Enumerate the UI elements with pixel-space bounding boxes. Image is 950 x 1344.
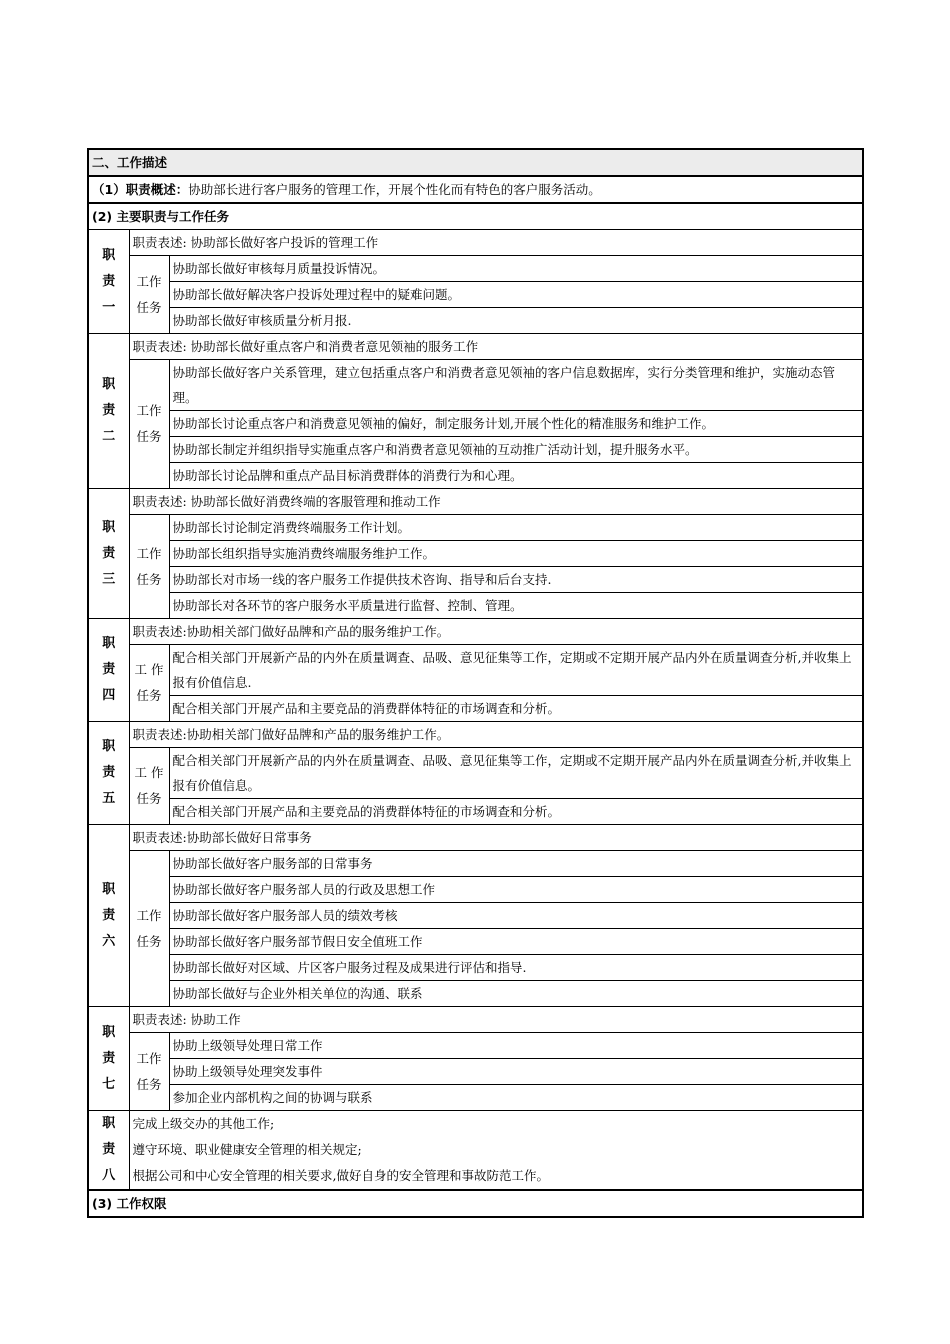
task-label (129, 1033, 169, 1111)
duty-label-char: 职 (102, 247, 116, 263)
task-row (88, 955, 863, 981)
task-item: 配合相关部门开展产品和主要竞品的消费群体特征的市场调查和分析。 (169, 696, 863, 722)
duty-label-char: 责 (102, 1142, 116, 1157)
task-row (88, 851, 863, 877)
duty-overview-row (88, 176, 863, 203)
job-description-table (87, 148, 864, 1218)
duty-statement-row (88, 619, 863, 645)
task-row (88, 593, 863, 619)
duty-overview-text: 协助部长进行客户服务的管理工作，开展个性化而有特色的客户服务活动。 (188, 182, 601, 197)
duty8-line: 根据公司和中心安全管理的相关要求,做好自身的安全管理和事故防范工作。 (132, 1168, 549, 1183)
duty-statement-row (88, 230, 863, 256)
task-row (88, 877, 863, 903)
task-label-text: 工 作 (134, 662, 164, 677)
authority-title: (3) 工作权限 (88, 1190, 863, 1217)
task-label (129, 851, 169, 1007)
authority-title-row (88, 1190, 863, 1217)
duty-statement: 职责表述:协助部长做好日常事务 (129, 825, 863, 851)
duty-label-char: 职 (102, 519, 116, 535)
section-title: 二、工作描述 (88, 149, 863, 176)
task-item: 协助部长做好客户服务部节假日安全值班工作 (169, 929, 863, 955)
duty-label-char: 责 (102, 765, 116, 780)
task-label (129, 748, 169, 825)
duty-label-char: 八 (102, 1168, 116, 1183)
duty-statement: 职责表述: 协助工作 (129, 1007, 863, 1033)
section-title-row (88, 149, 863, 176)
task-label-text: 任务 (136, 791, 162, 806)
duty-statement-row (88, 334, 863, 360)
task-label-text: 任务 (136, 933, 162, 949)
task-item: 协助部长讨论品牌和重点产品目标消费群体的消费行为和心理。 (169, 463, 863, 489)
duty-label-char: 四 (102, 688, 116, 703)
duty-label (88, 230, 129, 334)
task-row (88, 515, 863, 541)
task-label (129, 645, 169, 722)
task-row (88, 696, 863, 722)
task-label (129, 360, 169, 489)
duty-label-char: 职 (102, 636, 116, 651)
task-label-text: 任务 (136, 688, 162, 703)
duty-overview (88, 176, 863, 203)
task-label-text: 工作 (136, 907, 162, 923)
duty-label-char: 责 (102, 907, 116, 923)
task-label-text: 工作 (136, 1050, 162, 1066)
task-row (88, 903, 863, 929)
duty-label (88, 1007, 129, 1111)
duty-statement: 职责表述: 协助部长做好消费终端的客服管理和推动工作 (129, 489, 863, 515)
task-label-text: 工 作 (134, 765, 164, 780)
duty-overview-label: （1）职责概述： (92, 182, 189, 197)
duty-statement: 职责表述:协助相关部门做好品牌和产品的服务维护工作。 (129, 722, 863, 748)
duty-label-char: 职 (102, 377, 116, 392)
task-item: 协助部长做好解决客户投诉处理过程中的疑难问题。 (169, 282, 863, 308)
task-item: 协助部长做好客户服务部人员的行政及思想工作 (169, 877, 863, 903)
task-label-text: 工作 (136, 403, 162, 418)
duty-label-char: 三 (102, 571, 116, 587)
task-item: 协助部长做好与企业外相关单位的沟通、联系 (169, 981, 863, 1007)
task-row (88, 282, 863, 308)
duty-label-char: 七 (102, 1076, 116, 1092)
duty-label-char: 责 (102, 403, 116, 418)
duty-label-char: 六 (102, 933, 116, 949)
duty-label-char: 责 (102, 662, 116, 677)
duty-label-char: 职 (102, 1116, 116, 1131)
duty8-row (88, 1111, 863, 1191)
duty8-line: 完成上级交办的其他工作; (132, 1116, 275, 1131)
task-row (88, 360, 863, 411)
task-item: 协助部长对市场一线的客户服务工作提供技术咨询、指导和后台支持. (169, 567, 863, 593)
task-label-text: 任务 (136, 429, 162, 444)
duty-label-char: 职 (102, 881, 116, 897)
task-label-text: 工作 (136, 273, 162, 289)
task-row (88, 411, 863, 437)
task-item: 配合相关部门开展新产品的内外在质量调查、品吸、意见征集等工作，定期或不定期开展产品内外在质量调查分析,并收集上报有价值信息. (169, 645, 863, 696)
duty-label (88, 825, 129, 1007)
task-item: 协助上级领导处理突发事件 (169, 1059, 863, 1085)
duty-statement: 职责表述: 协助部长做好客户投诉的管理工作 (129, 230, 863, 256)
duty-statement: 职责表述: 协助部长做好重点客户和消费者意见领袖的服务工作 (129, 334, 863, 360)
duty-label-char: 二 (102, 429, 116, 444)
duty-label-char: 责 (102, 1050, 116, 1066)
task-item: 协助上级领导处理日常工作 (169, 1033, 863, 1059)
main-duties-title-row (88, 203, 863, 230)
duty-statement-row (88, 1007, 863, 1033)
task-label-text: 任务 (136, 571, 162, 587)
duty-label-char: 责 (102, 273, 116, 289)
duty-statement: 职责表述:协助相关部门做好品牌和产品的服务维护工作。 (129, 619, 863, 645)
task-item: 协助部长做好客户关系管理，建立包括重点客户和消费者意见领袖的客户信息数据库，实行分类管理和维护，实施动态管理。 (169, 360, 863, 411)
duty-label-char: 五 (102, 791, 116, 806)
task-label-text: 任务 (136, 1076, 162, 1092)
job-description-document (87, 148, 862, 1218)
task-label-text: 任务 (136, 299, 162, 315)
duty-statement-row (88, 825, 863, 851)
task-item: 协助部长做好审核质量分析月报. (169, 308, 863, 334)
task-row (88, 1059, 863, 1085)
task-label (129, 256, 169, 334)
duty8-content (129, 1111, 863, 1191)
duty-label-char: 一 (102, 299, 116, 315)
task-item: 配合相关部门开展产品和主要竞品的消费群体特征的市场调查和分析。 (169, 799, 863, 825)
task-row (88, 929, 863, 955)
duty-label (88, 619, 129, 722)
duty-label-char: 职 (102, 739, 116, 754)
duty-label-char: 责 (102, 545, 116, 561)
task-item: 协助部长做好对区域、片区客户服务过程及成果进行评估和指导. (169, 955, 863, 981)
task-row (88, 567, 863, 593)
duty-statement-row (88, 489, 863, 515)
task-row (88, 463, 863, 489)
task-item: 协助部长制定并组织指导实施重点客户和消费者意见领袖的互动推广活动计划，提升服务水平。 (169, 437, 863, 463)
duty8-line: 遵守环境、职业健康安全管理的相关规定; (132, 1142, 362, 1157)
task-item: 协助部长讨论制定消费终端服务工作计划。 (169, 515, 863, 541)
task-row (88, 541, 863, 567)
task-row (88, 645, 863, 696)
task-row (88, 1085, 863, 1111)
task-label-text: 工作 (136, 545, 162, 561)
task-row (88, 308, 863, 334)
task-row (88, 748, 863, 799)
task-row (88, 437, 863, 463)
duty-label (88, 489, 129, 619)
task-row (88, 1033, 863, 1059)
task-item: 协助部长做好审核每月质量投诉情况。 (169, 256, 863, 282)
duty-label (88, 1111, 129, 1191)
duty-label-char: 职 (102, 1024, 116, 1040)
task-item: 协助部长组织指导实施消费终端服务维护工作。 (169, 541, 863, 567)
task-item: 配合相关部门开展新产品的内外在质量调查、品吸、意见征集等工作，定期或不定期开展产品内外在质量调查分析,并收集上报有价值信息。 (169, 748, 863, 799)
task-row (88, 256, 863, 282)
task-row (88, 981, 863, 1007)
task-item: 协助部长讨论重点客户和消费意见领袖的偏好，制定服务计划,开展个性化的精准服务和维护工作。 (169, 411, 863, 437)
duty-label (88, 722, 129, 825)
duty-label (88, 334, 129, 489)
main-duties-title: (2) 主要职责与工作任务 (88, 203, 863, 230)
task-item: 参加企业内部机构之间的协调与联系 (169, 1085, 863, 1111)
task-item: 协助部长对各环节的客户服务水平质量进行监督、控制、管理。 (169, 593, 863, 619)
task-row (88, 799, 863, 825)
task-item: 协助部长做好客户服务部的日常事务 (169, 851, 863, 877)
task-label (129, 515, 169, 619)
duty-statement-row (88, 722, 863, 748)
task-item: 协助部长做好客户服务部人员的绩效考核 (169, 903, 863, 929)
